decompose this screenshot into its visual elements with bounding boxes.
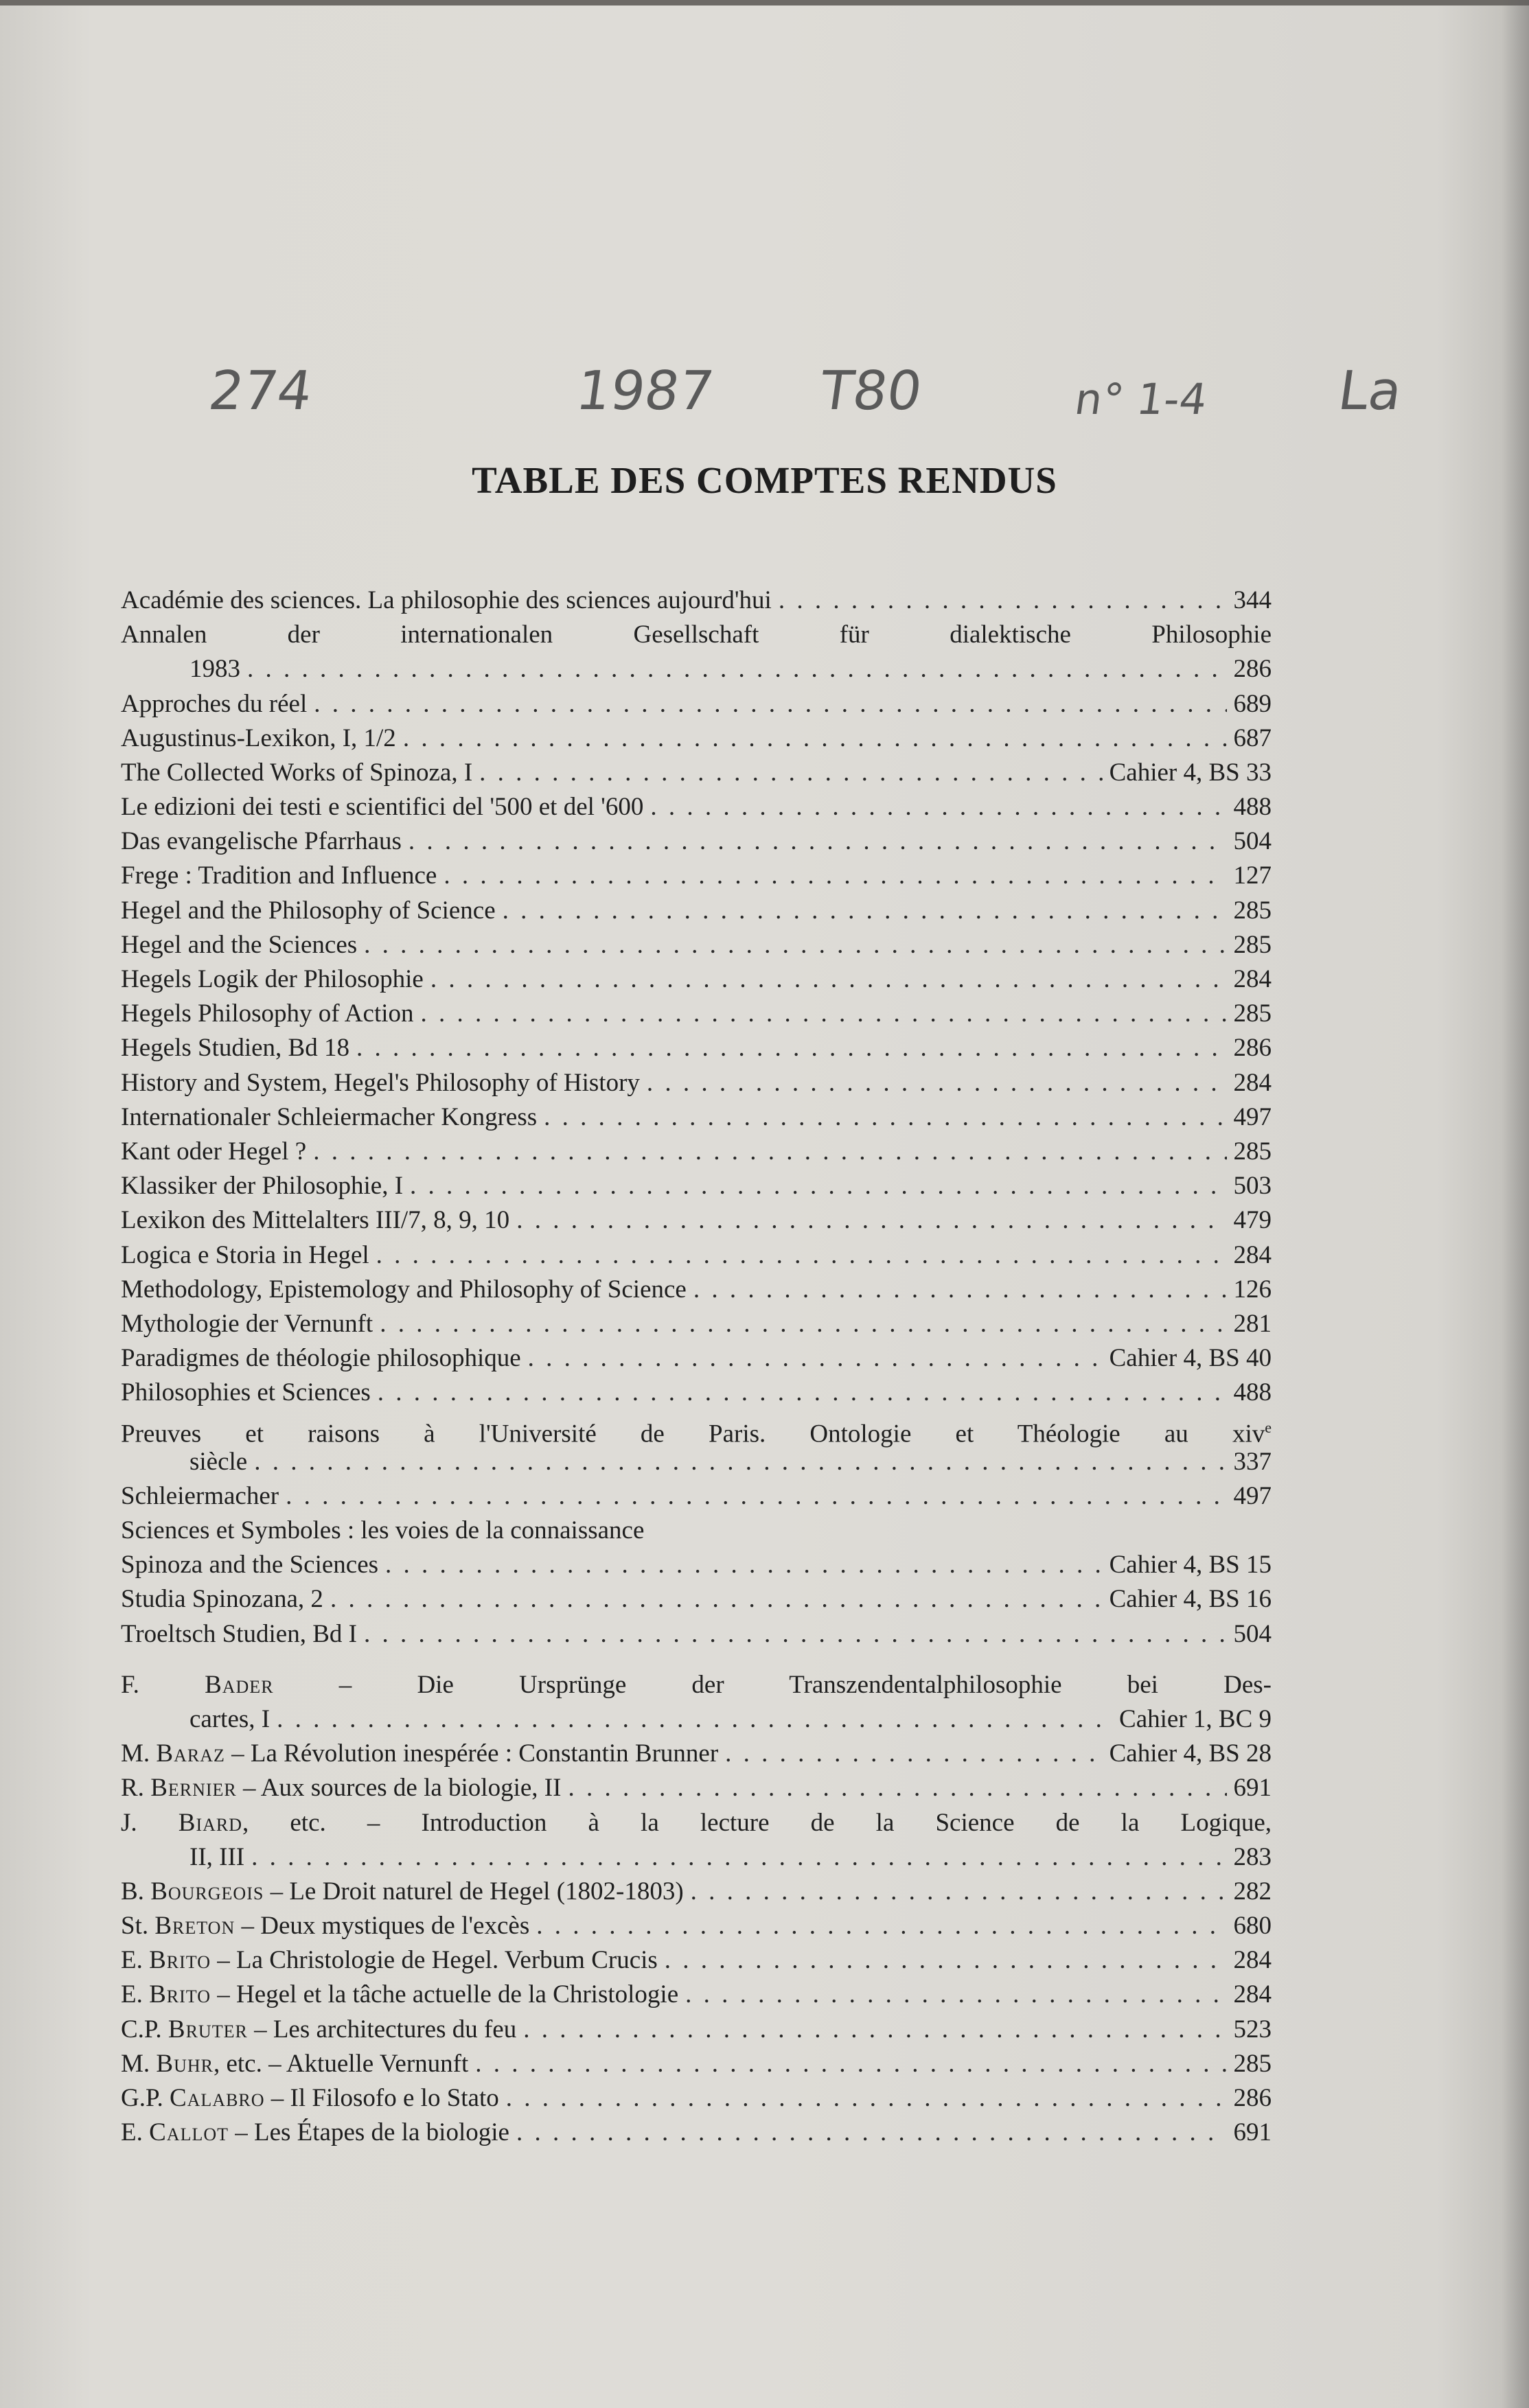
leader-dots bbox=[364, 1617, 1227, 1652]
entry-row bbox=[121, 824, 1272, 859]
page-ref: Cahier 4, BS 15 bbox=[1109, 1551, 1272, 1579]
leader-dots bbox=[536, 1909, 1226, 1943]
index-entry bbox=[121, 1411, 1272, 1479]
work-title: II, III bbox=[189, 1842, 245, 1871]
entry-title: Paradigmes de théologie philosophique bbox=[121, 1344, 521, 1373]
section-gap bbox=[121, 1652, 1272, 1668]
entry-title: Methodology, Epistemology and Philosophy of Science bbox=[121, 1275, 687, 1304]
entry-row bbox=[121, 2013, 1272, 2047]
entry-title: siècle bbox=[189, 1447, 248, 1476]
page-ref: 284 bbox=[1233, 1068, 1272, 1097]
handwritten-note: La bbox=[1334, 360, 1406, 422]
index-entry bbox=[121, 1100, 1272, 1135]
index-entry bbox=[121, 687, 1272, 721]
entry-row bbox=[121, 1100, 1272, 1135]
index-entry bbox=[121, 1479, 1272, 1514]
page-ref: 687 bbox=[1233, 723, 1272, 752]
page-ref: 344 bbox=[1233, 586, 1272, 614]
leader-dots bbox=[314, 687, 1226, 721]
leader-dots bbox=[528, 1341, 1103, 1376]
page-ref: 284 bbox=[1233, 1240, 1272, 1269]
index-entry bbox=[121, 928, 1272, 962]
handwritten-note: 274 bbox=[205, 360, 317, 422]
index-entry bbox=[121, 1203, 1272, 1238]
page-ref: Cahier 4, BS 16 bbox=[1109, 1585, 1272, 1614]
author-initial: R. bbox=[121, 1774, 144, 1803]
entry-row bbox=[121, 1479, 1272, 1514]
entry-row bbox=[121, 1737, 1272, 1771]
handwritten-note: n° 1-4 bbox=[1072, 374, 1210, 424]
author-line: St. Breton – Deux mystiques de l'excès bbox=[121, 1912, 530, 1941]
entry-title: Internationaler Schleiermacher Kongress bbox=[121, 1102, 538, 1131]
index-entry bbox=[121, 859, 1272, 894]
author-name: Buhr bbox=[156, 2049, 214, 2078]
page-ref: 497 bbox=[1233, 1102, 1272, 1131]
leader-dots bbox=[544, 1100, 1226, 1135]
author-name: Bruter bbox=[168, 2015, 248, 2044]
author-entry bbox=[121, 2081, 1272, 2116]
entry-title: Logica e Storia in Hegel bbox=[121, 1240, 369, 1269]
entry-title: Philosophies et Sciences bbox=[121, 1378, 371, 1407]
author-initial: E. bbox=[121, 1980, 143, 2009]
entry-title: Klassiker der Philosophie, I bbox=[121, 1172, 404, 1201]
handwritten-note: 1987 bbox=[572, 360, 717, 422]
entry-row bbox=[121, 790, 1272, 824]
leader-dots bbox=[444, 859, 1226, 893]
entry-title: Hegels Studien, Bd 18 bbox=[121, 1034, 349, 1063]
entry-title: Le edizioni dei testi e scientifici del '500 et del '600 bbox=[121, 793, 644, 822]
page-ref: 488 bbox=[1233, 793, 1272, 822]
entry-row bbox=[121, 1376, 1272, 1410]
index-entry bbox=[121, 1341, 1272, 1376]
index-entry bbox=[121, 824, 1272, 859]
page-ref: 285 bbox=[1233, 1137, 1272, 1166]
leader-dots bbox=[503, 894, 1227, 928]
leader-dots bbox=[247, 652, 1227, 686]
page-ref: 286 bbox=[1233, 1034, 1272, 1063]
leader-dots bbox=[409, 824, 1227, 859]
author-line: R. Bernier – Aux sources de la biologie, II bbox=[121, 1774, 562, 1803]
page-ref: 523 bbox=[1233, 2015, 1272, 2044]
entry-title: Hegels Philosophy of Action bbox=[121, 999, 414, 1028]
index-entry bbox=[121, 1582, 1272, 1617]
page-ref: Cahier 4, BS 28 bbox=[1109, 1739, 1272, 1768]
page-ref: 126 bbox=[1233, 1275, 1272, 1304]
page-ref: 283 bbox=[1233, 1842, 1272, 1871]
leader-dots bbox=[685, 1978, 1226, 2012]
review-index bbox=[121, 583, 1272, 2150]
entry-title: Augustinus-Lexikon, I, 1/2 bbox=[121, 723, 396, 752]
entry-title: Kant oder Hegel ? bbox=[121, 1137, 307, 1166]
index-entry bbox=[121, 1031, 1272, 1065]
entry-title-line: J. Biard, etc. – Introduction à la lecture de la Science de la Logique, bbox=[121, 1808, 1272, 1837]
entry-row bbox=[121, 1582, 1272, 1617]
page-ref: 479 bbox=[1233, 1206, 1272, 1235]
page-ref: 282 bbox=[1233, 1877, 1272, 1906]
entry-row bbox=[121, 2047, 1272, 2081]
author-name: Bourgeois bbox=[150, 1877, 264, 1906]
leader-dots bbox=[385, 1548, 1103, 1582]
index-entry bbox=[121, 1307, 1272, 1341]
work-title: Deux mystiques de l'excès bbox=[260, 1912, 530, 1941]
author-name: Baraz bbox=[156, 1739, 225, 1768]
entry-row bbox=[121, 1169, 1272, 1203]
page-ref: 286 bbox=[1233, 2084, 1272, 2113]
author-name: Brito bbox=[149, 1980, 211, 2009]
work-title: Introduction à la lecture de la Science de la Logique, bbox=[421, 1808, 1272, 1837]
leader-dots bbox=[691, 1875, 1227, 1909]
author-initial: M. bbox=[121, 2049, 150, 2078]
entry-title: Frege : Tradition and Influence bbox=[121, 861, 437, 890]
author-entry bbox=[121, 2116, 1272, 2150]
show-through-text bbox=[357, 220, 367, 252]
leader-dots bbox=[313, 1135, 1226, 1169]
leader-dots bbox=[725, 1737, 1102, 1771]
leader-dots bbox=[364, 928, 1226, 962]
index-entry bbox=[121, 1514, 1272, 1548]
entry-title: Lexikon des Mittelalters III/7, 8, 9, 10 bbox=[121, 1206, 510, 1235]
author-line: M. Baraz – La Révolution inespérée : Constantin Brunner bbox=[121, 1739, 719, 1768]
entry-title: Studia Spinozana, 2 bbox=[121, 1585, 323, 1614]
author-initial: F. bbox=[121, 1670, 139, 1699]
entry-row bbox=[121, 962, 1272, 997]
leader-dots bbox=[254, 1445, 1226, 1479]
entry-row bbox=[121, 1943, 1272, 1978]
index-entry bbox=[121, 894, 1272, 928]
index-entry bbox=[121, 1169, 1272, 1203]
entry-row bbox=[121, 1771, 1272, 1805]
author-name: Bernier bbox=[150, 1774, 237, 1803]
index-entry bbox=[121, 721, 1272, 756]
index-entry bbox=[121, 1238, 1272, 1273]
work-title: Hegel et la tâche actuelle de la Christologie bbox=[235, 1980, 679, 2009]
leader-dots bbox=[410, 1169, 1226, 1203]
page-ref: 689 bbox=[1233, 689, 1272, 718]
author-suffix: , etc. bbox=[242, 1808, 326, 1837]
page-ref: 691 bbox=[1233, 1774, 1272, 1803]
handwritten-note: T80 bbox=[816, 360, 926, 422]
page-ref: 284 bbox=[1233, 1980, 1272, 2009]
page-ref: 504 bbox=[1233, 1619, 1272, 1648]
entry-row bbox=[121, 1203, 1272, 1238]
entry-title: Das evangelische Pfarrhaus bbox=[121, 827, 402, 856]
entry-row bbox=[121, 1238, 1272, 1273]
page-ref: 284 bbox=[1233, 965, 1272, 994]
author-initial: B. bbox=[121, 1877, 144, 1906]
work-title: La Christologie de Hegel. Verbum Crucis bbox=[235, 1946, 658, 1975]
superscript: e bbox=[1265, 1418, 1272, 1436]
author-name: Bader bbox=[205, 1670, 274, 1699]
page-top-edge bbox=[0, 0, 1529, 5]
work-title: Aktuelle Vernunft bbox=[286, 2049, 469, 2078]
page-ref: Cahier 4, BS 40 bbox=[1109, 1344, 1272, 1373]
work-title: La Révolution inespérée : Constantin Brunner bbox=[250, 1739, 719, 1768]
author-initial: M. bbox=[121, 1739, 150, 1768]
entry-row bbox=[121, 1909, 1272, 1943]
page-ref: Cahier 1, BC 9 bbox=[1119, 1704, 1272, 1733]
leader-dots bbox=[693, 1273, 1227, 1307]
entry-title: Approches du réel bbox=[121, 689, 308, 718]
work-title: cartes, I bbox=[189, 1704, 271, 1733]
leader-dots bbox=[356, 1031, 1227, 1065]
author-name: Biard bbox=[178, 1808, 243, 1837]
entry-row bbox=[121, 2116, 1272, 2150]
leader-dots bbox=[251, 1840, 1226, 1875]
entry-row bbox=[121, 1978, 1272, 2013]
leader-dots bbox=[430, 962, 1227, 997]
author-line: E. Brito – Hegel et la tâche actuelle de la Christologie bbox=[121, 1980, 679, 2009]
page-ref: 285 bbox=[1233, 896, 1272, 925]
index-entry bbox=[121, 997, 1272, 1031]
leader-dots bbox=[665, 1943, 1227, 1978]
entry-title-line: Preuves et raisons à l'Université de Paris. Ontologie et Théologie au xiv$^e$ bbox=[121, 1418, 1272, 1448]
index-entry bbox=[121, 1273, 1272, 1307]
entry-row bbox=[121, 1840, 1272, 1875]
leader-dots bbox=[378, 1376, 1227, 1410]
author-name: Calabro bbox=[169, 2084, 265, 2113]
page-ref: 281 bbox=[1233, 1309, 1272, 1338]
author-initial: St. bbox=[121, 1912, 149, 1941]
leader-dots bbox=[403, 721, 1227, 756]
entry-title: Hegels Logik der Philosophie bbox=[121, 965, 424, 994]
author-name: Callot bbox=[149, 2118, 229, 2147]
index-entry bbox=[121, 756, 1272, 790]
page-ref: 285 bbox=[1233, 999, 1272, 1028]
page-ref: 680 bbox=[1233, 1912, 1272, 1941]
author-entry bbox=[121, 1909, 1272, 1943]
author-entry bbox=[121, 1737, 1272, 1771]
entry-title: Schleiermacher bbox=[121, 1481, 279, 1510]
author-name: Brito bbox=[149, 1946, 211, 1975]
page-ref: 285 bbox=[1233, 2049, 1272, 2078]
index-entry bbox=[121, 1135, 1272, 1169]
entry-title: Mythologie der Vernunft bbox=[121, 1309, 373, 1338]
leader-dots bbox=[650, 790, 1226, 824]
entry-title: Sciences et Symboles : les voies de la connaissance bbox=[121, 1516, 645, 1545]
entry-title: History and System, Hegel's Philosophy of History bbox=[121, 1068, 640, 1097]
index-entry bbox=[121, 1548, 1272, 1582]
page-title: TABLE DES COMPTES RENDUS bbox=[472, 459, 1057, 501]
leader-dots bbox=[647, 1066, 1227, 1100]
author-initial: E. bbox=[121, 1946, 143, 1975]
entry-row bbox=[121, 894, 1272, 928]
index-entry bbox=[121, 1376, 1272, 1410]
leader-dots bbox=[479, 756, 1102, 790]
entry-row bbox=[121, 997, 1272, 1031]
page-ref: 284 bbox=[1233, 1946, 1272, 1975]
leader-dots bbox=[380, 1307, 1226, 1341]
page-ref: 127 bbox=[1233, 861, 1272, 890]
leader-dots bbox=[376, 1238, 1227, 1273]
entry-title: Hegel and the Sciences bbox=[121, 930, 358, 959]
entry-row bbox=[121, 1066, 1272, 1100]
page-ref: 503 bbox=[1233, 1172, 1272, 1201]
author-initial: J. bbox=[121, 1808, 137, 1837]
entry-row bbox=[121, 1031, 1272, 1065]
author-entry bbox=[121, 2047, 1272, 2081]
leader-dots bbox=[516, 2116, 1227, 2150]
index-entry bbox=[121, 583, 1272, 618]
entry-row bbox=[121, 687, 1272, 721]
index-entry bbox=[121, 618, 1272, 686]
entry-title: The Collected Works of Spinoza, I bbox=[121, 758, 473, 787]
work-title: Die Ursprünge der Transzendentalphilosophie bei Des- bbox=[417, 1670, 1272, 1699]
author-entry bbox=[121, 1978, 1272, 2013]
leader-dots bbox=[568, 1771, 1226, 1805]
entry-row bbox=[121, 1514, 1272, 1548]
work-title: Les architectures du feu bbox=[273, 2015, 517, 2044]
entry-row bbox=[121, 1135, 1272, 1169]
work-title: Les Étapes de la biologie bbox=[254, 2118, 509, 2147]
leader-dots bbox=[421, 997, 1227, 1031]
author-entry bbox=[121, 1668, 1272, 1737]
page-ref: 285 bbox=[1233, 930, 1272, 959]
index-entry bbox=[121, 1066, 1272, 1100]
entry-title-line: F. Bader – Die Ursprünge der Transzendentalphilosophie bei Des- bbox=[121, 1670, 1272, 1699]
entry-row bbox=[121, 859, 1272, 894]
author-initial: C.P. bbox=[121, 2015, 162, 2044]
leader-dots bbox=[475, 2047, 1226, 2081]
entry-row bbox=[121, 928, 1272, 962]
author-line: C.P. Bruter – Les architectures du feu bbox=[121, 2015, 517, 2044]
entry-title: 1983 bbox=[189, 655, 240, 684]
page-ref: Cahier 4, BS 33 bbox=[1109, 758, 1272, 787]
page-ref: 337 bbox=[1233, 1447, 1272, 1476]
work-title: Le Droit naturel de Hegel (1802-1803) bbox=[289, 1877, 684, 1906]
index-entry bbox=[121, 790, 1272, 824]
entry-row bbox=[121, 2081, 1272, 2116]
leader-dots bbox=[516, 1203, 1226, 1238]
author-line: E. Brito – La Christologie de Hegel. Verbum Crucis bbox=[121, 1946, 658, 1975]
entry-row bbox=[121, 1617, 1272, 1652]
author-line: G.P. Calabro – Il Filosofo e lo Stato bbox=[121, 2084, 499, 2113]
entry-title: Troeltsch Studien, Bd I bbox=[121, 1619, 357, 1648]
entry-row bbox=[121, 1548, 1272, 1582]
author-entry bbox=[121, 1771, 1272, 1805]
author-entry bbox=[121, 1943, 1272, 1978]
index-entry bbox=[121, 962, 1272, 997]
page-ref: 488 bbox=[1233, 1378, 1272, 1407]
entry-row bbox=[121, 1307, 1272, 1341]
entry-title-line: Annalen der internationalen Gesellschaft für dialektische Philosophie bbox=[121, 621, 1272, 649]
entry-title: Académie des sciences. La philosophie des sciences aujourd'hui bbox=[121, 586, 772, 614]
leader-dots bbox=[779, 583, 1227, 618]
author-initial: E. bbox=[121, 2118, 143, 2147]
page-ref: 504 bbox=[1233, 827, 1272, 856]
index-entry bbox=[121, 1617, 1272, 1652]
entry-row bbox=[121, 721, 1272, 756]
author-name: Breton bbox=[154, 1912, 235, 1941]
author-entry bbox=[121, 1875, 1272, 1909]
page-ref: 286 bbox=[1233, 655, 1272, 684]
entry-row bbox=[121, 756, 1272, 790]
entry-row bbox=[121, 1273, 1272, 1307]
entry-title: Hegel and the Philosophy of Science bbox=[121, 896, 496, 925]
entry-row bbox=[121, 583, 1272, 618]
leader-dots bbox=[506, 2081, 1227, 2116]
author-initial: G.P. bbox=[121, 2084, 163, 2113]
page-ref: 497 bbox=[1233, 1481, 1272, 1510]
entry-row bbox=[121, 1341, 1272, 1376]
author-line: E. Callot – Les Étapes de la biologie bbox=[121, 2118, 509, 2147]
leader-dots bbox=[286, 1479, 1226, 1514]
author-line: M. Buhr, etc. – Aktuelle Vernunft bbox=[121, 2049, 469, 2078]
entry-title: Spinoza and the Sciences bbox=[121, 1551, 379, 1579]
work-title: Aux sources de la biologie, II bbox=[260, 1774, 562, 1803]
entry-row bbox=[121, 1875, 1272, 1909]
work-title: Il Filosofo e lo Stato bbox=[290, 2084, 499, 2113]
author-line: B. Bourgeois – Le Droit naturel de Hegel (1802-1803) bbox=[121, 1877, 684, 1906]
leader-dots bbox=[523, 2013, 1226, 2047]
entry-row bbox=[121, 1702, 1272, 1737]
entry-row bbox=[121, 652, 1272, 686]
entry-row bbox=[121, 1445, 1272, 1479]
page-ref: 691 bbox=[1233, 2118, 1272, 2147]
author-suffix: , etc. bbox=[213, 2049, 262, 2078]
leader-dots bbox=[277, 1702, 1112, 1737]
author-entry bbox=[121, 1806, 1272, 1875]
leader-dots bbox=[330, 1582, 1103, 1617]
author-entry bbox=[121, 2013, 1272, 2047]
